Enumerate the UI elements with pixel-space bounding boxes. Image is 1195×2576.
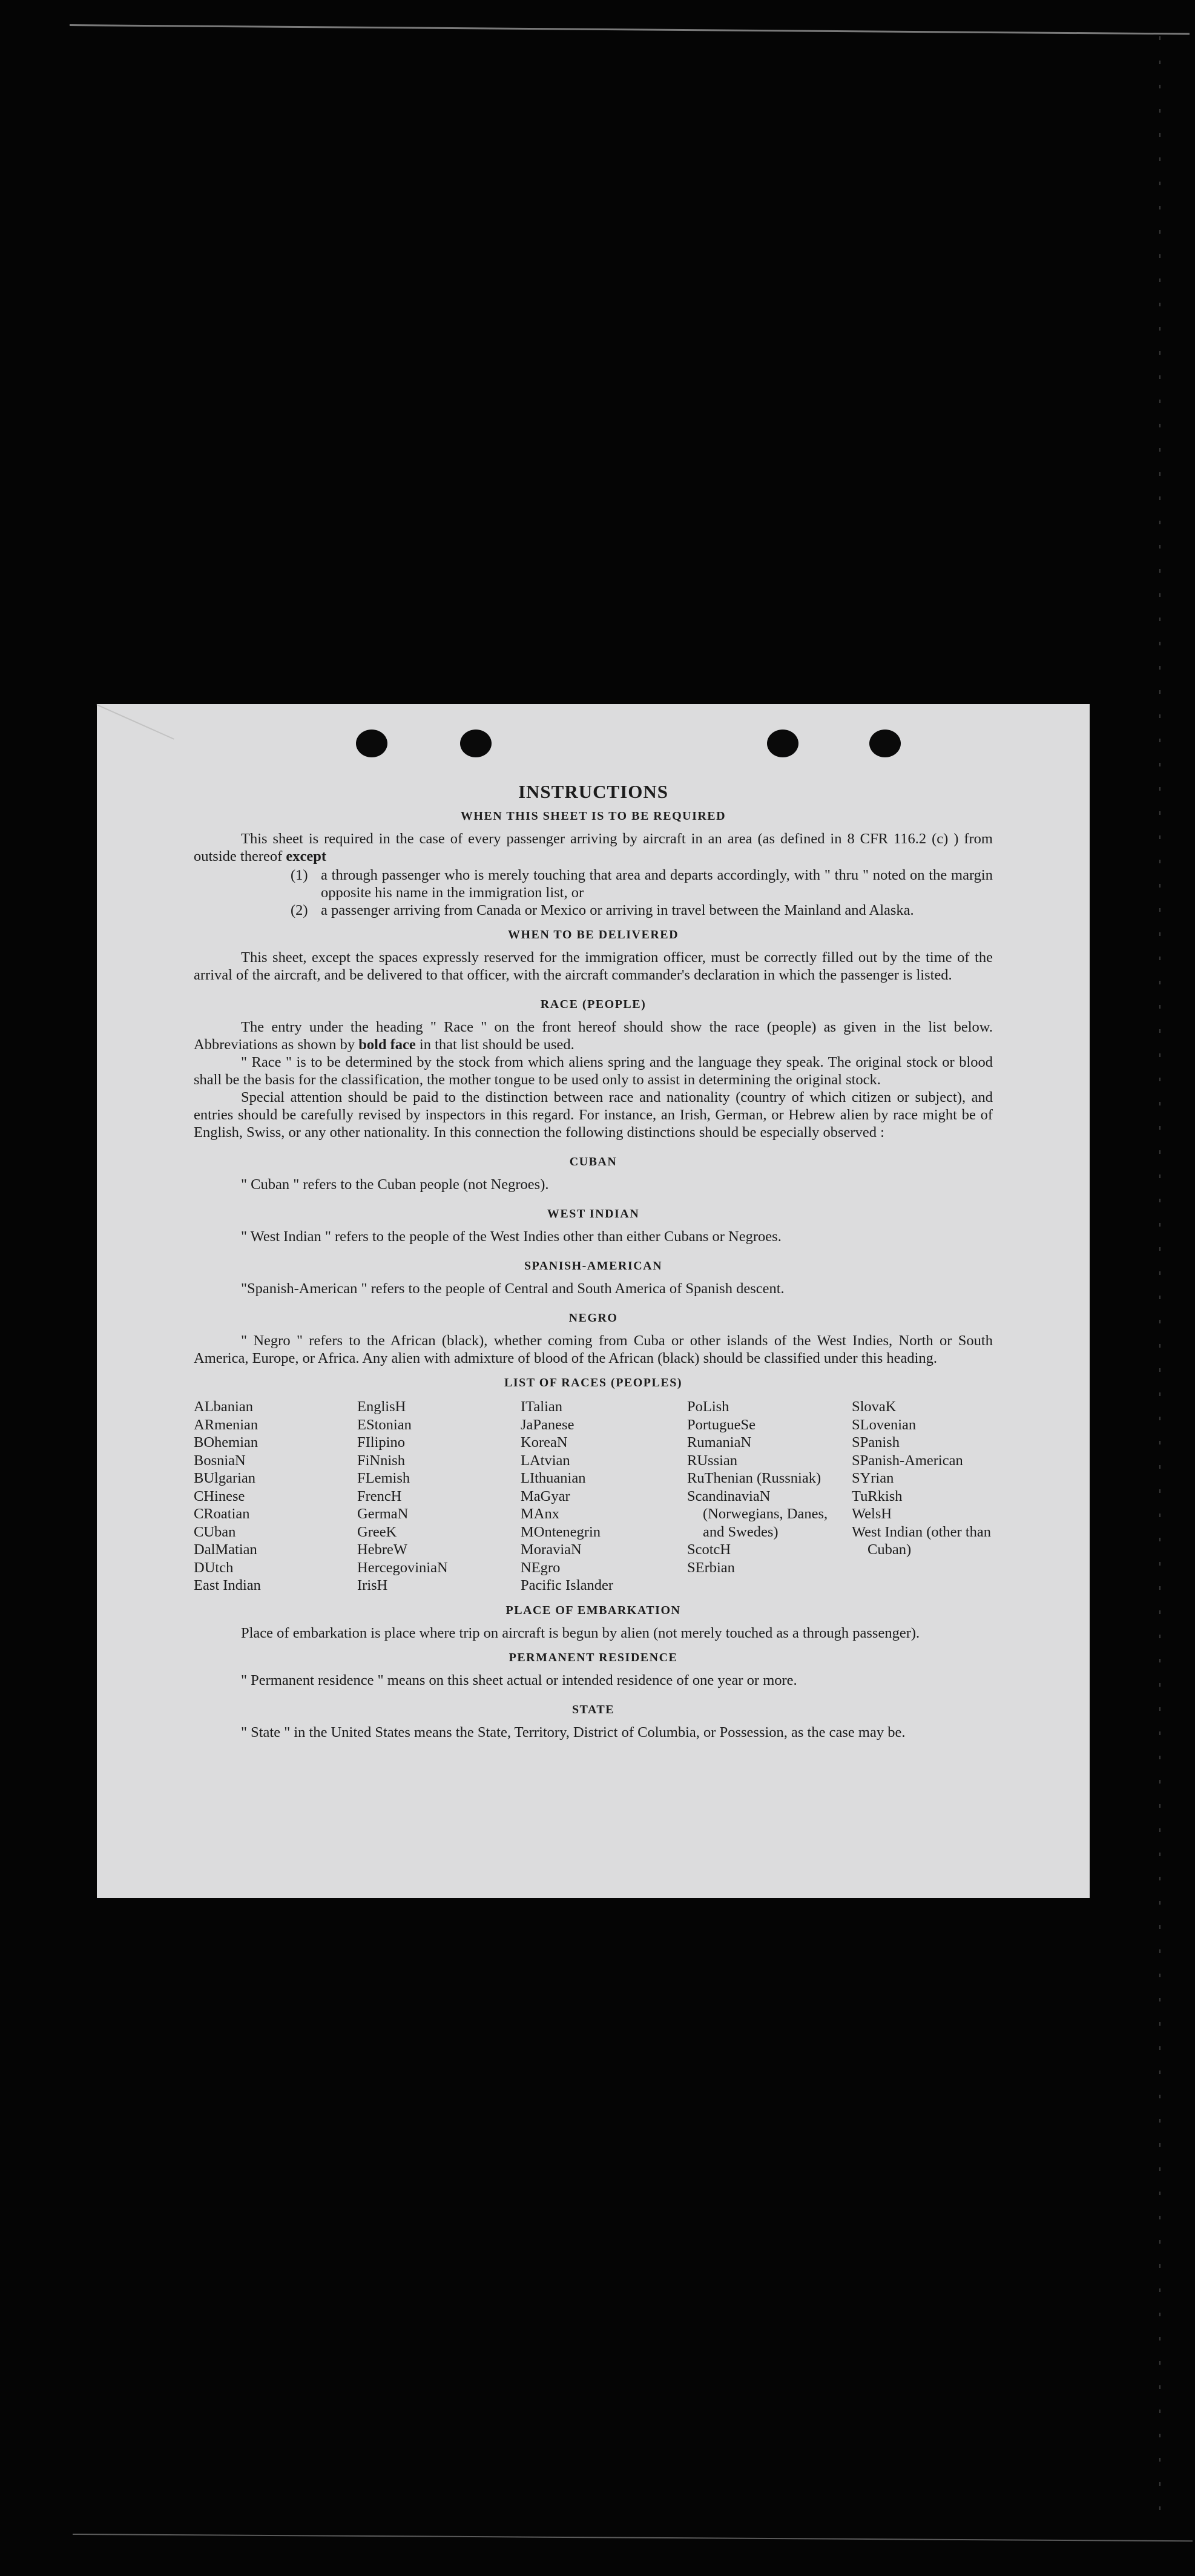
race-entry: DalMatian bbox=[194, 1541, 257, 1558]
race-entry: FLemish bbox=[357, 1470, 410, 1486]
race-entry: MAnx bbox=[521, 1506, 559, 1522]
race-entry: CUban bbox=[194, 1523, 236, 1540]
race-entry: West Indian (other than Cuban) bbox=[852, 1523, 992, 1558]
race-entry: PoLish bbox=[687, 1398, 729, 1415]
race-paragraph-3: Special attention should be paid to the distinction between race and nationality (country of which citizen or subject), and entries should be carefully revised by inspectors in this regard. For instance, an Irish, German, or Hebrew alien by race might be of English, Swiss, or any other nationality. In this connection the following distinctions should be especially observed : bbox=[194, 1089, 993, 1141]
scan-edge-artifact bbox=[1159, 36, 1160, 2518]
race-entry: PortugueSe bbox=[687, 1416, 756, 1433]
heading-cuban: CUBAN bbox=[569, 1155, 617, 1168]
page-corner-fold bbox=[74, 704, 174, 789]
residence-text: " Permanent residence " means on this sheet actual or intended residence of one year or more. bbox=[241, 1672, 797, 1688]
race-entry: DUtch bbox=[194, 1559, 234, 1576]
race-entry: MOntenegrin bbox=[521, 1523, 601, 1540]
race-entry: SLovenian bbox=[852, 1416, 917, 1433]
race-entry: FiNnish bbox=[357, 1452, 405, 1469]
race-entry: IrisH bbox=[357, 1577, 388, 1593]
heading-list-of-races: LIST OF RACES (PEOPLES) bbox=[504, 1376, 682, 1389]
scan-edge-line-top bbox=[70, 24, 1190, 35]
heading-embarkation: PLACE OF EMBARKATION bbox=[505, 1603, 681, 1617]
spanish-american-text: "Spanish-American " refers to the people of Central and South America of Spanish descent. bbox=[241, 1280, 785, 1297]
race-entry: RUssian bbox=[687, 1452, 738, 1469]
race-entry: SYrian bbox=[852, 1470, 894, 1486]
heading-required: WHEN THIS SHEET IS TO BE REQUIRED bbox=[460, 809, 726, 823]
heading-west-indian: WEST INDIAN bbox=[547, 1207, 640, 1220]
heading-state: STATE bbox=[571, 1702, 615, 1716]
race-entry: TuRkish bbox=[852, 1487, 903, 1504]
race-entry: East Indian bbox=[194, 1577, 261, 1593]
race-entry: ARmenian bbox=[194, 1416, 258, 1433]
race-entry: LAtvian bbox=[521, 1452, 570, 1469]
races-column bbox=[357, 1398, 521, 1595]
embarkation-text: Place of embarkation is place where trip on aircraft is begun by alien (not merely touched as a through passenger). bbox=[241, 1624, 920, 1641]
race-entry: MoraviaN bbox=[521, 1541, 582, 1558]
race-entry: EnglisH bbox=[357, 1398, 406, 1415]
race-entry: ITalian bbox=[521, 1398, 563, 1415]
race-entry: CRoatian bbox=[194, 1506, 250, 1522]
races-column bbox=[521, 1398, 687, 1595]
races-column bbox=[194, 1398, 357, 1595]
heading-race: RACE (PEOPLE) bbox=[540, 998, 647, 1011]
race-entry: BosniaN bbox=[194, 1452, 246, 1469]
required-intro: This sheet is required in the case of every passenger arriving by aircraft in an area (as defined in 8 CFR 116.2 (c) ) from outside thereof except bbox=[194, 831, 993, 865]
race-paragraph-2: " Race " is to be determined by the stock from which aliens spring and the language they speak. The original stock or blood shall be the basis for the classification, the mother tongue to be used only to assist in determining the original stock. bbox=[194, 1054, 993, 1088]
race-entry: SlovaK bbox=[852, 1398, 897, 1415]
instruction-sheet bbox=[97, 704, 1090, 1898]
races-column bbox=[852, 1398, 1009, 1595]
race-entry: RuThenian (Russniak) bbox=[687, 1470, 821, 1486]
race-entry: WelsH bbox=[852, 1506, 892, 1522]
race-paragraph-1: The entry under the heading " Race " on the front hereof should show the race (people) as given in the list below. Abbreviations as shown by bold face in that list should be used. bbox=[194, 1019, 993, 1053]
heading-spanish-american: SPANISH-AMERICAN bbox=[524, 1259, 663, 1273]
race-entry: FrencH bbox=[357, 1487, 402, 1504]
exception-list bbox=[194, 866, 993, 919]
race-entry: SPanish-American bbox=[852, 1452, 963, 1469]
race-entry: SErbian bbox=[687, 1559, 735, 1576]
state-text: " State " in the United States means the State, Territory, District of Columbia, or Possession, as the case may be. bbox=[241, 1724, 906, 1741]
negro-text: " Negro " refers to the African (black), whether coming from Cuba or other islands of the West Indies, North or South America, Europe, or Africa. Any alien with admixture of blood of the African (black) should be classified under this heading. bbox=[194, 1332, 993, 1366]
list-item: (1) a through passenger who is merely touching that area and departs accordingly, with " thru " noted on the margin opposite his name in the immigration list, or bbox=[291, 867, 993, 901]
race-entry: NEgro bbox=[521, 1559, 561, 1576]
race-entry: Pacific Islander bbox=[521, 1577, 614, 1593]
race-entry: GreeK bbox=[357, 1523, 397, 1540]
race-entry: HebreW bbox=[357, 1541, 407, 1558]
race-entry: SPanish bbox=[852, 1434, 900, 1451]
scan-edge-line-bottom bbox=[73, 2534, 1193, 2541]
race-entry: ScotcH bbox=[687, 1541, 731, 1558]
heading-permanent-residence: PERMANENT RESIDENCE bbox=[509, 1650, 678, 1664]
list-item: (2) a passenger arriving from Canada or Mexico or arriving in travel between the Mainland and Alaska. bbox=[291, 902, 914, 918]
punch-hole bbox=[869, 730, 901, 757]
heading-delivered: WHEN TO BE DELIVERED bbox=[507, 928, 679, 941]
race-entry: GermaN bbox=[357, 1506, 409, 1522]
race-entry: FIlipino bbox=[357, 1434, 405, 1451]
punch-hole bbox=[356, 730, 387, 757]
races-table bbox=[194, 1398, 993, 1595]
delivered-text: This sheet, except the spaces expressly reserved for the immigration officer, must be correctly filled out by the time of the arrival of the aircraft, and be delivered to that officer, with the aircraft commander's declaration in which the passenger is listed. bbox=[194, 949, 993, 983]
race-entry: HercegoviniaN bbox=[357, 1559, 448, 1576]
west-indian-text: " West Indian " refers to the people of the West Indies other than either Cubans or Negroes. bbox=[241, 1228, 782, 1245]
race-entry: ScandinaviaN (Norwegians, Danes, and Swedes) bbox=[687, 1487, 828, 1540]
race-entry: EStonian bbox=[357, 1416, 412, 1433]
cuban-text: " Cuban " refers to the Cuban people (not Negroes). bbox=[241, 1176, 549, 1193]
punch-hole bbox=[767, 730, 798, 757]
race-entry: RumaniaN bbox=[687, 1434, 752, 1451]
race-entry: BUlgarian bbox=[194, 1470, 256, 1486]
race-entry: MaGyar bbox=[521, 1487, 570, 1504]
race-entry: CHinese bbox=[194, 1487, 245, 1504]
heading-negro: NEGRO bbox=[568, 1311, 618, 1325]
punch-hole bbox=[460, 730, 492, 757]
race-entry: JaPanese bbox=[521, 1416, 574, 1433]
race-entry: ALbanian bbox=[194, 1398, 253, 1415]
races-column bbox=[687, 1398, 852, 1595]
race-entry: BOhemian bbox=[194, 1434, 258, 1451]
race-entry: KoreaN bbox=[521, 1434, 568, 1451]
document-title: INSTRUCTIONS bbox=[518, 781, 668, 802]
race-entry: LIthuanian bbox=[521, 1470, 586, 1486]
